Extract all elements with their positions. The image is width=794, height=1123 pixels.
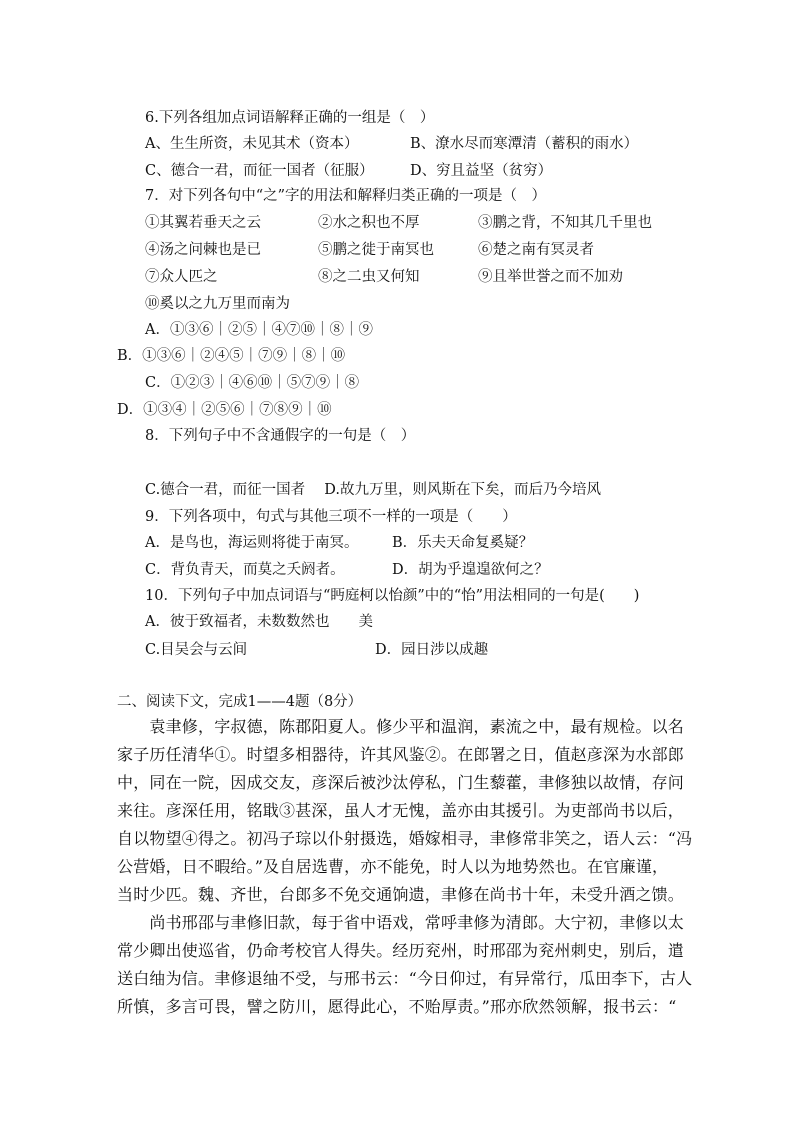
q7-stem: 7．对下列各句中“之”字的用法和解释归类正确的一项是（ ） [145,188,547,204]
q9-option-a: A．是鸟也，海运则将徙于南冥。 [145,535,359,551]
q7-option-b: B．①③⑥｜②④⑤｜⑦⑨｜⑧｜⑩ [117,348,346,364]
q9-option-b: B．乐夫天命复奚疑？ [392,535,534,551]
q6-option-d: D、穷且益坚（贫穷） [410,163,553,179]
passage-line: 来往。彦深任用，铭戢③甚深，虽人才无愧，盖亦由其援引。为吏部尚书以后， [117,801,685,820]
q9-option-c: C．背负青天，而莫之夭阏者。 [145,562,345,578]
passage-line: 当时少匹。魏、齐世，台郎多不免交通饷遗，聿修在尚书十年，未受升酒之馈。 [117,885,685,904]
passage-line: 袁聿修，字叔德，陈郡阳夏人。修少平和温润，素流之中，最有规检。以名 [117,717,685,736]
q7-item: ⑤鹏之徙于南冥也 [318,242,434,258]
passage-line: 所慎，多言可畏，譬之防川，愿得此心，不贻厚责。”邢亦欣然领解，报书云：“ [117,997,677,1016]
q7-item: ⑨且举世誉之而不加劝 [478,269,623,285]
q7-item: ⑦众人匹之 [145,269,218,285]
passage-line: 中，同在一院，因成交友，彦深后被沙汰停私，门生藜藿，聿修独以故情，存问 [117,773,685,792]
q7-option-d: D．①③④｜②⑤⑥｜⑦⑧⑨｜⑩ [117,402,332,418]
q6-option-b: B、潦水尽而寒潭清（蓄积的雨水） [410,136,639,152]
q9-stem: 9．下列各项中，句式与其他三项不一样的一项是（ ） [145,509,517,525]
q7-item: ③鹏之背，不知其几千里也 [478,215,652,231]
q7-item: ②水之积也不厚 [318,215,420,231]
q7-item: ⑩奚以之九万里而南为 [145,296,290,312]
passage-line: 家子历任清华①。时望多相器待，许其风鉴②。在郎署之日，值赵彦深为水部郎 [117,745,685,764]
q6-option-a: A、生生所资，未见其术（资本） [145,136,359,152]
q7-option-a: A．①③⑥｜②⑤｜④⑦⑩｜⑧｜⑨ [145,322,373,338]
passage-line: 常少卿出使巡省，仍命考校官人得失。经历兖州，时邢邵为兖州刺史，别后，遣 [117,941,685,960]
q7-item: ④汤之问棘也是已 [145,242,261,258]
section-heading: 二、阅读下文，完成1——4题（8分） [117,694,363,710]
q10-option-c: C.目吴会与云间 [145,642,248,658]
q8-stem: 8．下列句子中不含通假字的一句是（ ） [145,428,416,444]
passage-line: 送白䌷为信。聿修退䌷不受，与邢书云：“今日仰过，有异常行，瓜田李下，古人 [117,969,693,988]
q10-stem: 10．下列句子中加点词语与“眄庭柯以怡颜”中的“怡”用法相同的一句是( ) [145,588,640,604]
q10-option-d: D．园日涉以成趣 [375,642,489,658]
passage-line: 自以物望④得之。初冯子琮以仆射摄选，婚嫁相寻，聿修常非笑之，语人云：“冯 [117,829,693,848]
q7-item: ⑧之二虫又何知 [318,269,420,285]
q10-option-a: A．彼于致福者，未数数然也 美 [145,614,373,630]
passage-line: 公营婚，日不暇给。”及自居选曹，亦不能免，时人以为地势然也。在官廉谨， [117,857,669,876]
q6-option-c: C、德合一君，而征一国者（征服） [145,163,374,179]
q7-option-c: C．①②③｜④⑥⑩｜⑤⑦⑨｜⑧ [145,375,360,391]
q6-stem: 6.下列各组加点词语解释正确的一组是（ ） [145,110,435,126]
q7-item: ①其翼若垂天之云 [145,215,261,231]
q9-option-d: D．胡为乎遑遑欲何之？ [392,562,549,578]
passage-line: 尚书邢邵与聿修旧款，每于省中语戏，常呼聿修为清郎。大宁初，聿修以太 [117,913,685,932]
q8-options-cd: C.德合一君，而征一国者 D.故九万里，则风斯在下矣，而后乃今培风 [145,482,602,498]
q7-item: ⑥楚之南有冥灵者 [478,242,594,258]
